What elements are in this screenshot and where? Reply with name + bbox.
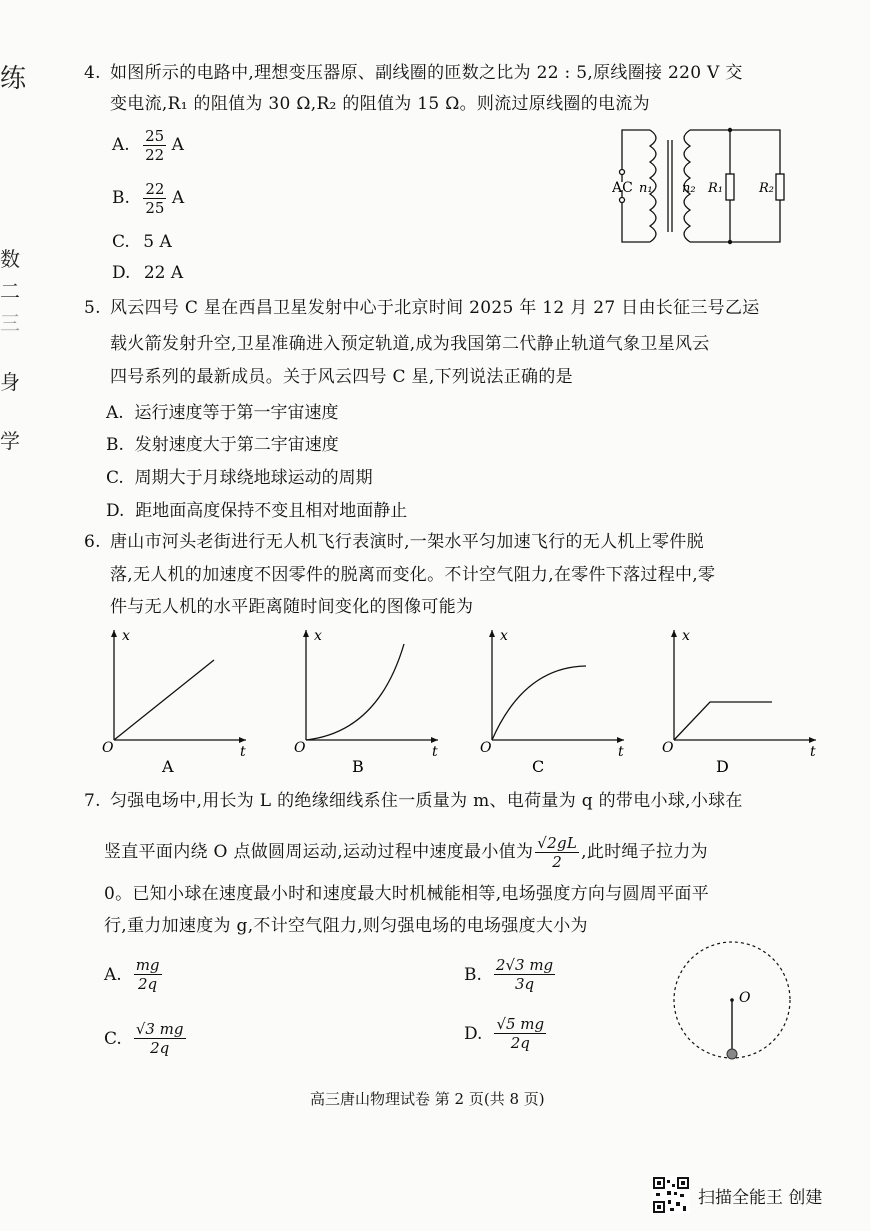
question-text-part: 竖直平面内绕 O 点做圆周运动,运动过程中速度最小值为 [104,842,534,862]
question-text: 载火箭发射升空,卫星准确进入预定轨道,成为我国第二代静止轨道气象卫星风云 [110,334,710,354]
graph-b[interactable] [288,622,448,777]
scanner-watermark [652,1176,822,1214]
option-d[interactable] [464,1015,546,1052]
fraction-numerator: 22 [145,180,165,198]
qr-code-icon [652,1176,690,1214]
margin-char: 练 [0,64,27,94]
option-label: A. [104,964,122,985]
option-label: D. [464,1023,483,1044]
option-label: D. [106,501,125,521]
fraction-denominator: 2q [510,1034,530,1052]
option-d[interactable] [106,496,407,521]
graph-c[interactable] [474,622,634,777]
fraction-numerator: √5 mg [496,1015,545,1033]
option-label: A. [112,135,130,155]
option-text: 距地面高度保持不变且相对地面静止 [135,501,408,521]
option-a[interactable] [104,956,162,993]
option-label: B. [112,188,130,208]
option-b[interactable] [112,180,184,217]
option-label: C. [106,468,124,488]
option-b[interactable] [464,956,555,993]
n2-label: n₂ [682,181,696,196]
question-text: 变电流,R₁ 的阻值为 30 Ω,R₂ 的阻值为 15 Ω。则流过原线圈的电流为 [110,94,650,114]
unit: A [171,135,184,155]
option-a[interactable] [106,398,339,423]
axis-t-label: t [240,744,246,760]
page-footer: 高三唐山物理试卷 第 2 页(共 8 页) [310,1090,545,1108]
graph-d[interactable] [656,622,826,777]
option-c[interactable] [112,232,172,252]
fraction-numerator: √2gL [537,834,578,852]
margin-char: 三 [0,311,20,335]
margin-char: 二 [0,279,20,303]
circular-motion-diagram [668,935,798,1065]
option-d[interactable] [112,263,183,283]
option-b[interactable] [106,430,339,455]
graph-label: B [352,757,364,776]
axis-x-label: x [682,628,690,644]
question-number: 5. [84,298,101,318]
axis-t-label: t [432,744,438,760]
option-text: 22 A [143,263,184,283]
r2-label: R₂ [759,181,774,196]
origin-label: O [662,740,674,756]
graph-a[interactable] [96,622,256,777]
margin-char: 身 [0,370,20,394]
option-c[interactable] [106,463,373,488]
question-number: 6. [84,532,101,552]
axis-x-label: x [122,628,130,644]
question-text: 唐山市河头老街进行无人机飞行表演时,一架水平匀加速飞行的无人机上零件脱 [110,532,704,552]
question-text: 四号系列的最新成员。关于风云四号 C 星,下列说法正确的是 [110,367,573,387]
option-label: C. [112,232,130,252]
fraction-denominator: 2 [552,853,563,871]
axis-t-label: t [810,744,816,760]
option-text: 周期大于月球绕地球运动的周期 [134,468,373,488]
option-text: 5 A [143,232,172,252]
margin-char: 数 [0,247,20,271]
option-label: D. [112,263,131,283]
n1-label: n₁ [639,181,653,196]
transformer-circuit-diagram [612,122,792,250]
option-label: B. [106,435,124,455]
r1-label: R₁ [708,181,723,196]
origin-label: O [739,990,751,1006]
graph-label: C [532,757,545,776]
option-c[interactable] [104,1020,186,1057]
axis-t-label: t [618,744,624,760]
question-number: 7. [84,791,101,811]
fraction-denominator: 2q [138,975,158,993]
axis-x-label: x [500,628,508,644]
scanner-label: 扫描全能王 创建 [698,1187,823,1208]
fraction-numerator: 2√3 mg [495,956,554,974]
origin-label: O [294,740,306,756]
question-text: 行,重力加速度为 g,不计空气阻力,则匀强电场的电场强度大小为 [104,916,588,936]
option-text: 运行速度等于第一宇宙速度 [134,403,339,423]
option-text: 发射速度大于第二宇宙速度 [134,435,339,455]
origin-label: O [480,740,492,756]
question-text: 匀强电场中,用长为 L 的绝缘细线系住一质量为 m、电荷量为 q 的带电小球,小球在 [110,791,743,811]
fraction-denominator: 2q [150,1039,170,1057]
fraction-denominator: 22 [145,146,165,164]
fraction-denominator: 3q [514,975,535,993]
option-label: B. [464,964,482,985]
option-a[interactable] [112,127,184,164]
fraction-numerator: √3 mg [135,1020,184,1038]
graph-label: A [162,757,174,776]
margin-char: 学 [0,429,20,453]
question-text: 件与无人机的水平距离随时间变化的图像可能为 [110,597,474,617]
question-text: 风云四号 C 星在西昌卫星发射中心于北京时间 2025 年 12 月 27 日由长征三号乙运 [110,298,760,318]
origin-label: O [102,740,114,756]
graph-label: D [716,757,729,776]
ac-label: AC [612,180,633,196]
fraction-numerator: mg [135,956,160,974]
option-label: A. [106,403,124,423]
option-label: C. [104,1028,122,1049]
question-text: 落,无人机的加速度不因零件的脱离而变化。不计空气阻力,在零件下落过程中,零 [110,565,716,585]
question-text: 如图所示的电路中,理想变压器原、副线圈的匝数之比为 22 : 5,原线圈接 220 V 交 [110,63,743,83]
axis-x-label: x [314,628,322,644]
question-text-part: ,此时绳子拉力为 [581,842,708,862]
fraction-numerator: 25 [145,127,165,145]
question-number: 4. [84,63,101,83]
fraction-denominator: 25 [145,199,165,217]
question-text: 0。已知小球在速度最小时和速度最大时机械能相等,电场强度方向与圆周平面平 [104,884,710,904]
unit: A [171,188,185,208]
question-text [104,834,708,871]
